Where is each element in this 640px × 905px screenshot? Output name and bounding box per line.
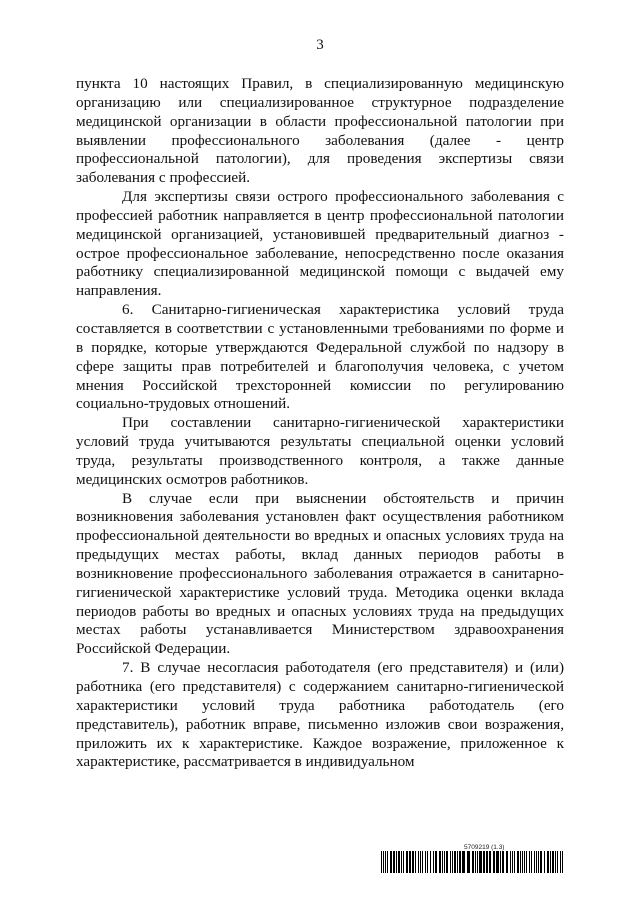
paragraph-previous-workplaces: В случае если при выяснении обстоятельств и причин возникновения заболевания установлен факт осуществления работником профессиональной деятельности во вредных и опасных условиях труда на предыдущих местах работы, вклад данных периодов работы в возникновение профессионального заболевания отражается в санитарно-гигиенической характеристике условий труда. Методика оценки вклада периодов работы во вредных и опасных условиях труда на предыдущих местах работы устанавливается Министерством здравоохранения Российской Федерации.	[76, 489, 564, 658]
page-number: 3	[316, 37, 324, 53]
paragraph-item-7: 7. В случае несогласия работодателя (его представителя) и (или) работника (его представителя) с содержанием санитарно-гигиенической характеристики условий труда работника работодатель (его представитель), работник вправе, письменно изложив свои возражения, приложить их к характеристике. Каждое возражение, приложенное к характеристике, рассматривается в индивидуальном	[76, 659, 564, 771]
document-code: 5709219 (1.3)	[464, 844, 505, 851]
paragraph-continuation: пункта 10 настоящих Правил, в специализированную медицинскую организацию или специализированное структурное подразделение медицинской организации в области профессиональной патологии при выявлении профессионального заболевания (далее - центр профессиональной патологии), для проведения экспертизы связи заболевания с профессией.	[76, 75, 564, 187]
paragraph-item-6: 6. Санитарно-гигиеническая характеристика условий труда составляется в соответствии с установленными требованиями по форме и в порядке, которые утверждаются Федеральной службой по надзору в сфере защиты прав потребителей и благополучия человека, с учетом мнения Российской трехсторонней комиссии по регулированию социально-трудовых отношений.	[76, 301, 564, 413]
document-body	[76, 75, 564, 772]
paragraph-characteristic-inputs: При составлении санитарно-гигиенической характеристики условий труда учитываются результаты специальной оценки условий труда, результаты производственного контроля, а также данные медицинских осмотров работников.	[76, 414, 564, 488]
paragraph-acute-disease-expertise: Для экспертизы связи острого профессионального заболевания с профессией работник направляется в центр профессиональной патологии медицинской организацией, установившей предварительный диагноз - острое профессиональное заболевание, непосредственно после оказания работнику специализированной медицинской помощи с выдачей ему направления.	[76, 188, 564, 300]
barcode	[381, 851, 565, 873]
